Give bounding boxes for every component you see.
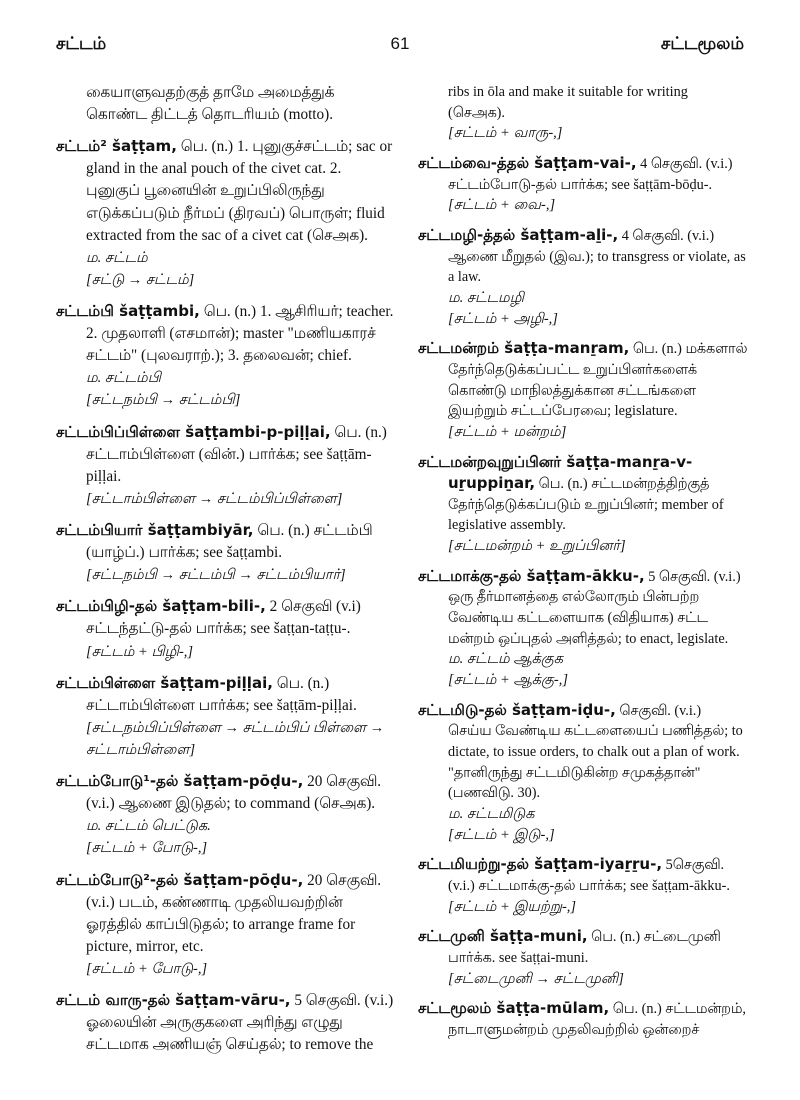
entry-definition: 4 செகுவி. (v.i.) சட்டம்போடு-தல் பார்க்க; see šaṭṭām-bōḍu-. [448, 155, 733, 193]
entry-etymology-note: [சட்டநம்பி → சட்டம்பி → சட்டம்பியார்] [86, 567, 346, 584]
entry-definition: பெ. (n.) 1. ஆசிரியர்; teacher. 2. முதலாளி (எசமான்); master "மணியகாரச் சட்டம்" (புலவராற்.); 3. தலைவன்; chief. [86, 302, 394, 365]
entry-definition: பெ. (n.) சட்டம்பி (யாழ்ப்.) பார்க்க; see šaṭṭambi. [86, 521, 373, 562]
dictionary-entry [418, 338, 748, 442]
entry-definition: பெ. (n.) மக்களால் தேர்ந்தெடுக்கப்பட்ட உறுப்பினர்களைக் கொண்டு மாநிலத்துக்கான சட்டங்களை இயற்றும் சட்டப்பேரவை; legislature. [448, 341, 748, 420]
entry-definition: 4 செகுவி. (v.i.) ஆணை மீறுதல் (இவ.); to transgress or violate, as a law. [448, 227, 746, 286]
entry-headword: சட்டமியற்று-தல் šaṭṭam-iyaṟṟu-, [418, 855, 663, 874]
entry-definition: ribs in ōla and make it suitable for writing (செஅக). [448, 84, 688, 121]
entry-etymology-note: [சட்டம் + அழி-,] [448, 310, 558, 327]
dictionary-entry [418, 998, 748, 1040]
entry-definition: பெ. (n.) சட்டமன்றத்திற்குத் தேர்ந்தெடுக்கப்படும் உறுப்பினர்; member of legislative assembly. [448, 476, 724, 534]
entry-etymology-note: [சட்டநம்பிப்பிள்ளை → சட்டம்பிப் பிள்ளை → சட்டாம்பிள்ளை] [86, 719, 385, 758]
right-column [418, 82, 748, 1050]
entry-etymology-note: [சட்டம் + ஆக்கு-,] [448, 672, 568, 689]
dictionary-entry [56, 300, 396, 412]
entry-headword: சட்டம்போடு²-தல் šaṭṭam-pōḍu-, [56, 870, 304, 889]
entry-headword: சட்டமன்றம் šaṭṭa-manṟam, [418, 339, 630, 358]
entry-definition: செகுவி. (v.i.) செய்ய வேண்டிய கட்டளையைப் பணித்தல்; to dictate, to issue orders, to chalk out a plan of work. "தானிருந்து சட்டமிடுகின்ற சமுகத்தான்" (பணவிடு. 30). [448, 702, 743, 802]
entry-etymology-note: [சட்டம் + மன்றம்] [448, 423, 567, 440]
entry-etymology-note: [சட்டம் + வாரு-,] [448, 125, 563, 142]
entry-headword: சட்டமூலம் šaṭṭa-mūlam, [418, 999, 610, 1018]
entry-etymology-note: ம. சட்டம் ஆக்குக [448, 651, 564, 668]
entry-definition: 2 செகுவி (v.i) சட்டந்தட்டு-தல் பார்க்க; see šaṭṭan-taṭṭu-. [86, 598, 361, 638]
entry-definition: 20 செகுவி. (v.i.) படம், கண்ணாடி முதலியவற்றின் ஓரத்தில் காப்பிடுதல்; to arrange frame for picture, mirror, etc. [86, 871, 382, 955]
entry-headword: சட்டமழி-த்தல் šaṭṭam-aḻi-, [418, 225, 619, 244]
entry-etymology-note: [சட்டு → சட்டம்] [86, 271, 195, 288]
dictionary-entry [418, 225, 748, 329]
dictionary-entry [418, 153, 748, 216]
entry-definition: கையாளுவதற்குத் தாமே அமைத்துக் கொண்ட திட்டத் தொடரியம் (motto). [86, 84, 335, 124]
dictionary-entry [418, 926, 748, 989]
entry-etymology-note: ம. சட்டமிடுக [448, 806, 535, 822]
entry-headword: சட்டம்பியார் šaṭṭambiyār, [56, 520, 254, 539]
entry-etymology-note: [சட்டம் + இடு-,] [448, 826, 555, 843]
entry-headword: சட்டம்பி šaṭṭambi, [56, 301, 200, 320]
entry-definition: பெ. (n.) சட்டாம்பிள்ளை (வின்.) பார்க்க; see šaṭṭām-piḷḷai. [86, 423, 387, 485]
entry-headword: சட்டம்பிழி-தல் šaṭṭam-bili-, [56, 597, 266, 616]
dictionary-entry [418, 452, 748, 557]
entry-etymology-note: [சட்டம் + போடு-,] [86, 840, 208, 857]
entry-headword: சட்டம்² šaṭṭam, [56, 137, 177, 156]
entry-headword: சட்டம் வாரு-தல் šaṭṭam-vāru-, [56, 991, 291, 1010]
entry-etymology-note: [சட்டமன்றம் + உறுப்பினர்] [448, 538, 626, 555]
entry-headword: சட்டம்பிப்பிள்ளை šaṭṭambi-p-piḷḷai, [56, 422, 331, 441]
dictionary-entry [56, 519, 396, 586]
dictionary-entry [56, 770, 396, 859]
entry-definition: 5செகுவி. (v.i.) சட்டமாக்கு-தல் பார்க்க; see šaṭṭam-ākku-. [448, 857, 730, 894]
dictionary-entry [56, 82, 396, 126]
entry-definition: பெ. (n.) சட்டமன்றம், நாடாளுமன்றம் முதலிவற்றில் ஒன்றைச் [448, 1001, 746, 1038]
entry-headword: சட்டமிடு-தல் šaṭṭam-iḍu-, [418, 700, 616, 719]
dictionary-entry [56, 869, 396, 981]
entry-headword: சட்டம்போடு¹-தல் šaṭṭam-pōḍu-, [56, 772, 304, 791]
dictionary-entry [418, 700, 748, 846]
entry-etymology-note: [சட்டம் + பிழி-,] [86, 643, 194, 660]
entry-definition: 5 செகுவி. (v.i.) ஒரு தீர்மானத்தை எல்லோரும் பின்பற்ற வேண்டிய கட்டளையாக (விதியாக) சட்ட மன்றம் ஒப்புதல் அளித்தல்; to enact, legislate. [448, 568, 741, 647]
entry-etymology-note: [சட்டம் + வை-,] [448, 197, 556, 214]
entry-etymology-note: [சட்டாம்பிள்ளை → சட்டம்பிப்பிள்ளை] [86, 490, 343, 507]
entry-headword: சட்டமன்றவுறுப்பினர் šaṭṭa-manṟa-v-uṟuppiṉar, [418, 452, 693, 493]
dictionary-entry [56, 135, 396, 291]
entry-headword: சட்டமுனி šaṭṭa-muni, [418, 927, 588, 946]
entry-etymology-note: [சட்டைமுனி → சட்டமுனி] [448, 970, 624, 987]
page-header [0, 34, 800, 64]
header-left-guideword: சட்டம் [56, 34, 107, 54]
dictionary-entry [56, 989, 396, 1056]
entry-definition: 5 செகுவி. (v.i.) ஓலையின் அருகுகளை அரிந்து எழுது சட்டமாக அணியஞ் செய்தல்; to remove the [86, 992, 394, 1054]
entry-definition: பெ. (n.) சட்டைமுனி பார்க்க. see šaṭṭai-muni. [448, 929, 721, 966]
entry-etymology-note: ம. சட்டம் பெட்டுக. [86, 818, 211, 835]
dictionary-entry [56, 672, 396, 761]
entry-etymology-note: ம. சட்டம்பி [86, 370, 161, 387]
dictionary-entry [56, 421, 396, 510]
entry-definition: பெ. (n.) 1. புனுகுச்சட்டம்; sac or gland in the anal pouch of the civet cat. 2. புனுகுப் பூனையின் உறுப்பிலிருந்து எடுக்கப்படும் நீர்மப் (திரவப்) பொருள்; fluid extracted from the sac of a civet cat (செஅக). [86, 138, 393, 244]
dictionary-entry [418, 82, 748, 144]
entry-etymology-note: [சட்டநம்பி → சட்டம்பி] [86, 392, 241, 409]
entry-etymology-note: [சட்டம் + போடு-,] [86, 960, 208, 977]
entry-etymology-note: [சட்டம் + இயற்று-,] [448, 898, 577, 915]
page-number: 61 [390, 34, 410, 53]
left-column [56, 82, 396, 1065]
dictionary-entry [56, 595, 396, 662]
dictionary-entry [418, 854, 748, 917]
entry-headword: சட்டமாக்கு-தல் šaṭṭam-ākku-, [418, 566, 645, 585]
header-right-guideword: சட்டமூலம் [660, 34, 744, 54]
entry-definition: பெ. (n.) சட்டாம்பிள்ளை பார்க்க; see šaṭṭām-piḷḷai. [86, 674, 357, 714]
dictionary-entry [418, 566, 748, 691]
entry-etymology-note: ம. சட்டமழி [448, 289, 524, 306]
entry-etymology-note: ம. சட்டம் [86, 249, 148, 266]
entry-headword: சட்டம்பிள்ளை šaṭṭam-piḷḷai, [56, 673, 273, 692]
entry-definition: 20 செகுவி. (v.i.) ஆணை இடுதல்; to command (செஅக). [86, 773, 382, 813]
entry-headword: சட்டம்வை-த்தல் šaṭṭam-vai-, [418, 153, 637, 172]
